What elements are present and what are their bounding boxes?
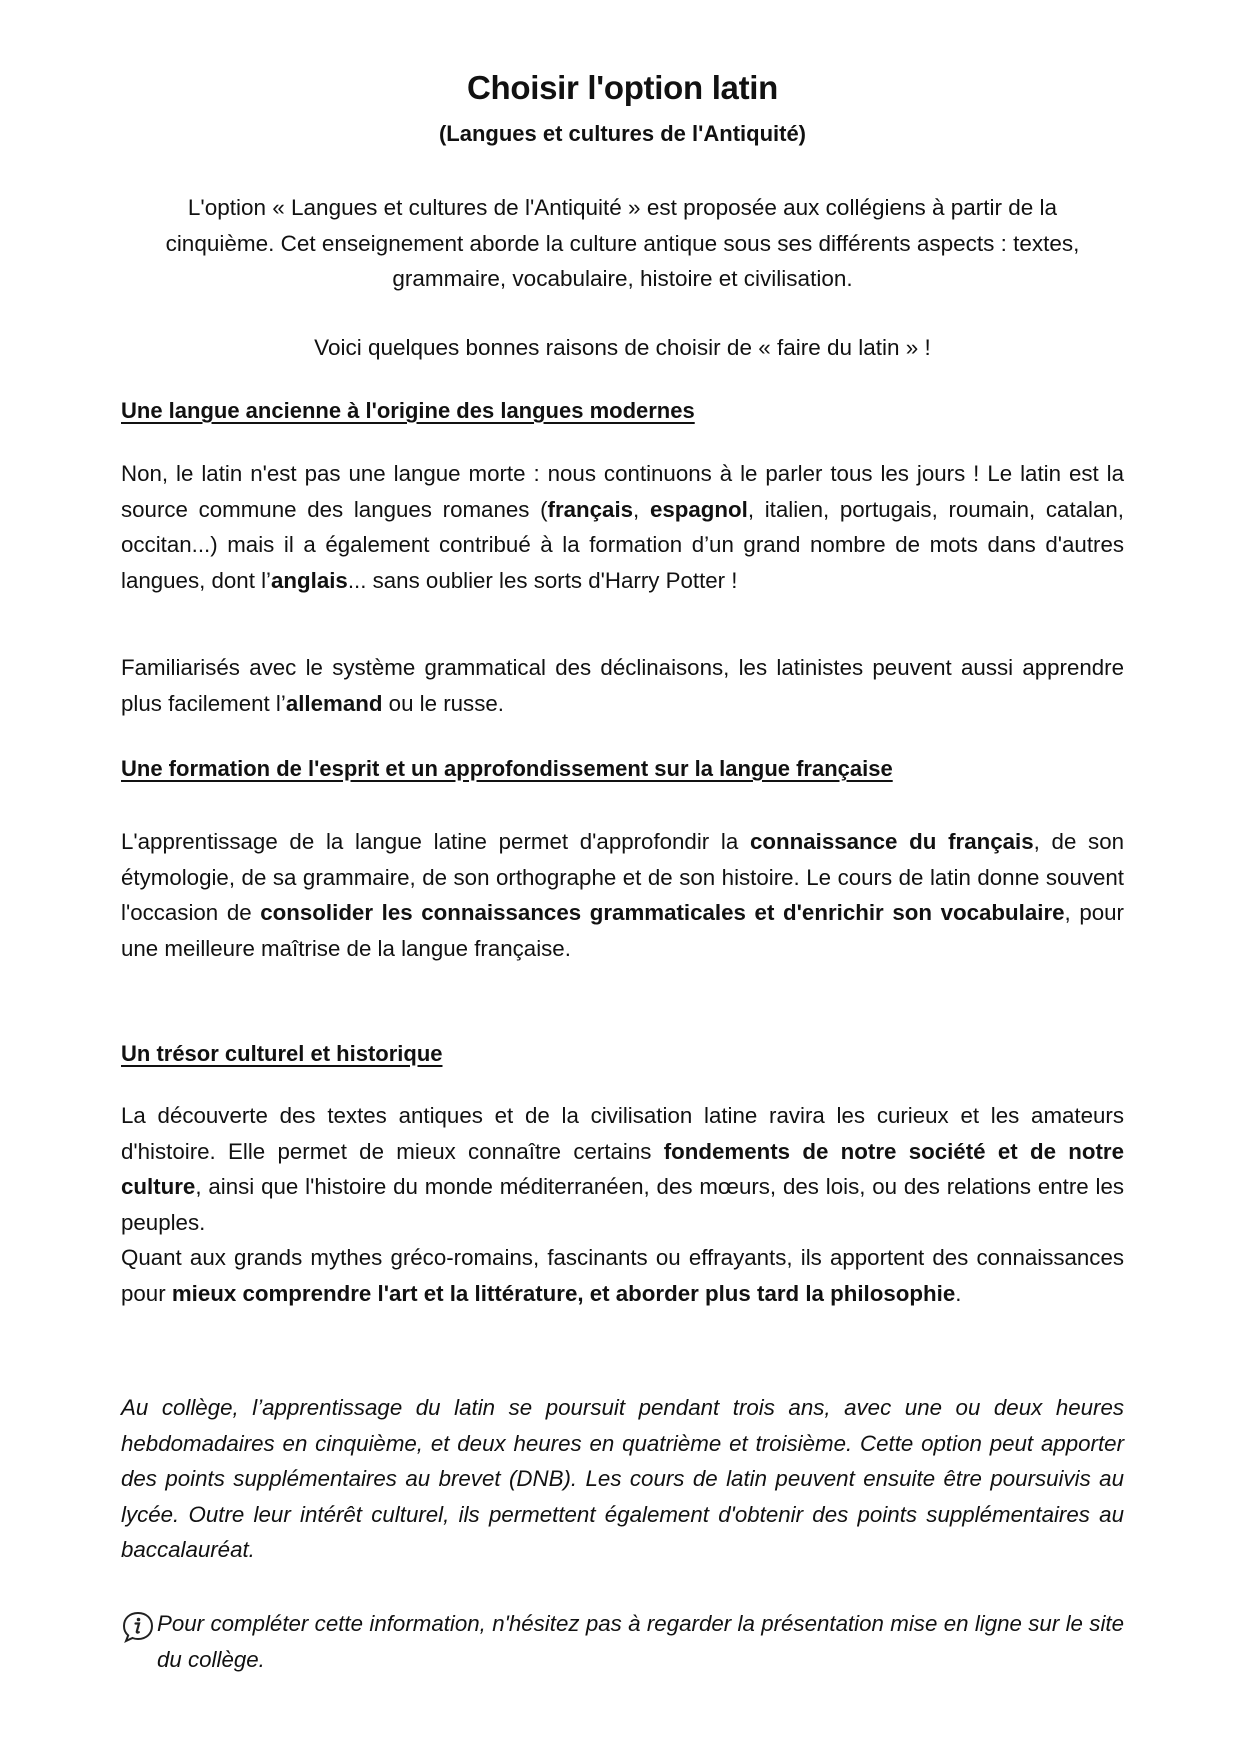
section-heading-origins: Une langue ancienne à l'origine des langues modernes <box>121 398 695 423</box>
section-culture-paragraph-2: Quant aux grands mythes gréco-romains, fascinants ou effrayants, ils apportent des connaissances pour mieux comprendre l'art et la littérature, et aborder plus tard la philosophie. <box>121 1245 1124 1306</box>
document-subtitle: (Langues et cultures de l'Antiquité) <box>438 121 807 146</box>
document-title: Choisir l'option latin <box>466 69 779 106</box>
info-note-text: Pour compléter cette information, n'hésitez pas à regarder la présentation mise en ligne sur le site du collège. <box>157 1611 1124 1672</box>
section-heading-culture: Un trésor culturel et historique <box>121 1041 443 1066</box>
reasons-line: Voici quelques bonnes raisons de choisir de « faire du latin » ! <box>314 335 931 360</box>
section-origins-paragraph-1: Non, le latin n'est pas une langue morte : nous continuons à le parler tous les jours ! Le latin est la source commune des langues romanes (français, espagnol, italien, portugais, roumain, catalan, occitan...) mais il a également contribué à la formation d’un grand nombre de mots dans d'autres langues, dont l’anglais... sans oublier les sorts d'Harry Potter ! <box>121 461 1125 593</box>
section-heading-french: Une formation de l'esprit et un approfondissement sur la langue française <box>121 756 893 781</box>
section-origins-paragraph-2: Familiarisés avec le système grammatical des déclinaisons, les latinistes peuvent aussi apprendre plus facilement l’allemand ou le russe. <box>121 655 1124 716</box>
section-french-paragraph: L'apprentissage de la langue latine permet d'approfondir la connaissance du français, de son étymologie, de sa grammaire, de son orthographe et de son histoire. Le cours de latin donne souvent l'occasion de consolider les connaissances grammaticales et d'enrichir son vocabulaire, pour une meilleure maîtrise de la langue française. <box>121 829 1124 961</box>
section-culture-paragraph-1: La découverte des textes antiques et de la civilisation latine ravira les curieux et les amateurs d'histoire. Elle permet de mieux connaître certains fondements de notre société et de notre culture, ainsi que l'histoire du monde méditerranéen, des mœurs, des lois, ou des relations entre les peuples. <box>121 1103 1125 1235</box>
info-speech-bubble-icon <box>121 1610 155 1642</box>
college-info-paragraph: Au collège, l’apprentissage du latin se poursuit pendant trois ans, avec une ou deux heures hebdomadaires en cinquième, et deux heures en quatrième et troisième. Cette option peut apporter des points supplémentaires au brevet (DNB). Les cours de latin peuvent ensuite être poursuivis au lycée. Outre leur intérêt culturel, ils permettent également d'obtenir des points supplémentaires au baccalauréat. <box>121 1395 1124 1562</box>
info-note <box>121 1606 1124 1677</box>
intro-paragraph: L'option « Langues et cultures de l'Antiquité » est proposée aux collégiens à partir de la cinquième. Cet enseignement aborde la culture antique sous ses différents aspects : textes, grammaire, vocabulaire, histoire et civilisation. <box>165 195 1080 291</box>
